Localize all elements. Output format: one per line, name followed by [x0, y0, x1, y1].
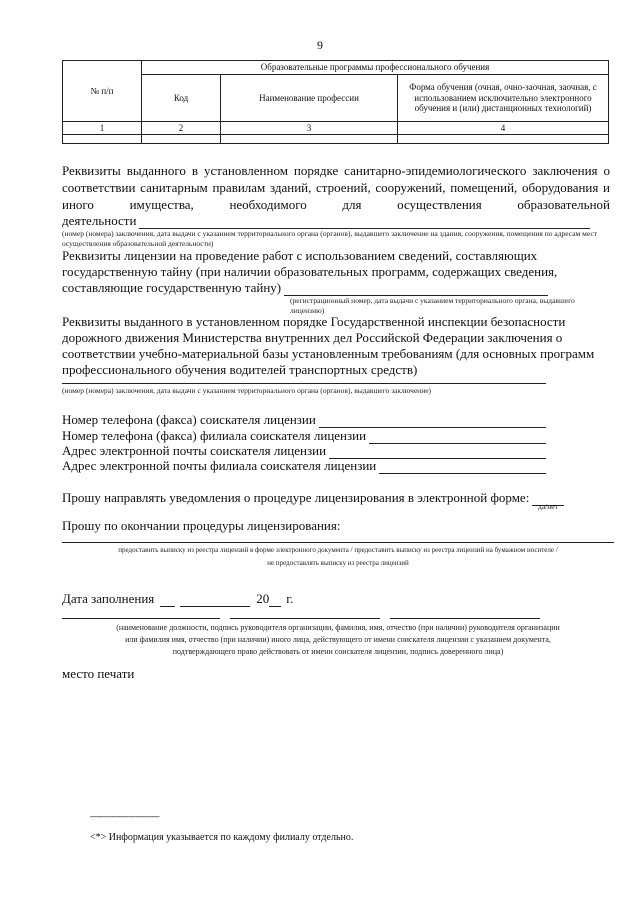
gibdd-input-line[interactable] — [62, 383, 546, 384]
applicant-phone-label: Номер телефона (факса) соискателя лицензии — [62, 412, 316, 427]
stamp-place: место печати — [62, 666, 135, 681]
secret-line-3: составляющие государственную тайну) — [62, 280, 282, 295]
index-cell: 3 — [221, 122, 398, 135]
secret-field[interactable] — [62, 279, 548, 296]
empty-cell — [398, 135, 609, 144]
signature-caption-2: или фамилия имя, отчество (при наличии) иного лица, действующего от имени соискателя лицензии с указанием документа, — [125, 635, 551, 644]
empty-cell — [142, 135, 221, 144]
name-line[interactable] — [390, 618, 540, 619]
notify-label: Прошу направлять уведомления о процедуре лицензирования в электронной форме: — [62, 490, 530, 505]
year-prefix: 20 — [256, 591, 270, 606]
sanitary-line-4: деятельности — [62, 213, 137, 228]
empty-cell — [221, 135, 398, 144]
sanitary-field[interactable] — [62, 212, 590, 229]
fill-date[interactable] — [62, 590, 293, 607]
programs-table — [62, 60, 609, 144]
secret-line-2: государственную тайну (при наличии образовательных программ, содержащих сведения, — [62, 264, 558, 279]
notify-caption: да/нет — [538, 502, 558, 511]
signature-caption-1: (наименование должности, подпись руководителя организации, фамилия, имя, отчество (при наличии) руководителя организации — [116, 623, 560, 632]
footnote-rule: -------------------------------- — [90, 812, 160, 821]
branch-email-label: Адрес электронной почты филиала соискателя лицензии — [62, 458, 377, 473]
sanitary-caption: (номер (номера) заключения, дата выдачи с указанием территориального органа (органов), выдавшего заключение на здания, сооружения, помещения по адресам мест осуществления образовательной деятельности) — [62, 229, 598, 248]
col-num-header: № п/п — [63, 61, 142, 122]
ending-caption-2: не предоставлять выписку из реестра лицензий — [267, 559, 409, 567]
sanitary-line-3: иного имущества, необходимого для осуществления образовательной — [62, 197, 610, 212]
applicant-email-label: Адрес электронной почты соискателя лицензии — [62, 443, 327, 458]
branch-phone-label: Номер телефона (факса) филиала соискателя лицензии — [62, 428, 367, 443]
signature-caption-3: подтверждающего право действовать от имени соискателя лицензии, подпись доверенного лица) — [172, 647, 504, 656]
col-form-header: Форма обучения (очная, очно-заочная, заочная, с использованием исключительно электронного обучения и (или) дистанционных технологий) — [398, 75, 609, 122]
branch-email-field[interactable] — [62, 457, 546, 474]
sanitary-line-1: Реквизиты выданного в установленном порядке санитарно-эпидемиологического заключения о — [62, 163, 610, 178]
gibdd-line-2: дорожного движения Министерства внутренних дел Российской Федерации заключения о — [62, 330, 563, 345]
gibdd-caption: (номер (номера) заключения, дата выдачи с указанием территориального органа (органов), выдавшего заключение) — [62, 386, 432, 395]
index-cell: 2 — [142, 122, 221, 135]
footnote-text: <*> Информация указывается по каждому филиалу отдельно. — [90, 832, 354, 843]
year-suffix: г. — [286, 591, 294, 606]
year-blank[interactable] — [269, 594, 281, 607]
index-cell: 1 — [63, 122, 142, 135]
signature-line[interactable] — [230, 618, 380, 619]
secret-line-1: Реквизиты лицензии на проведение работ с использованием сведений, составляющих — [62, 248, 538, 263]
ending-label: Прошу по окончании процедуры лицензирования: — [62, 518, 341, 533]
gibdd-line-3: соответствии учебно-материальной базы установленным требованиям (для основных программ — [62, 346, 595, 361]
header-group: Образовательные программы профессионального обучения — [142, 61, 609, 75]
sanitary-line-2: соответствии санитарным правилам зданий, строений, сооружений, помещений, оборудования и — [62, 180, 610, 195]
gibdd-line-4: профессионального обучения водителей транспортных средств) — [62, 362, 418, 377]
day-blank[interactable] — [160, 594, 175, 607]
notify-field[interactable] — [62, 489, 564, 506]
col-profession-header: Наименование профессии — [221, 75, 398, 122]
gibdd-line-1: Реквизиты выданного в установленном порядке Государственной инспекции безопасности — [62, 314, 566, 329]
secret-caption: (регистрационный номер, дата выдачи с указанием территориального органа, выдавшего лицензию) — [290, 296, 575, 315]
col-code-header: Код — [142, 75, 221, 122]
applicant-phone-field[interactable] — [62, 411, 546, 428]
empty-cell — [63, 135, 142, 144]
index-cell: 4 — [398, 122, 609, 135]
position-line[interactable] — [62, 618, 220, 619]
date-label: Дата заполнения — [62, 591, 155, 606]
page-number: 9 — [317, 38, 323, 52]
ending-caption-1: предоставить выписку из реестра лицензий в форме электронного документа / предоставить выписку из реестра лицензий на бумажном носителе / — [118, 546, 558, 554]
month-blank[interactable] — [180, 594, 250, 607]
ending-input-line[interactable] — [62, 542, 614, 543]
